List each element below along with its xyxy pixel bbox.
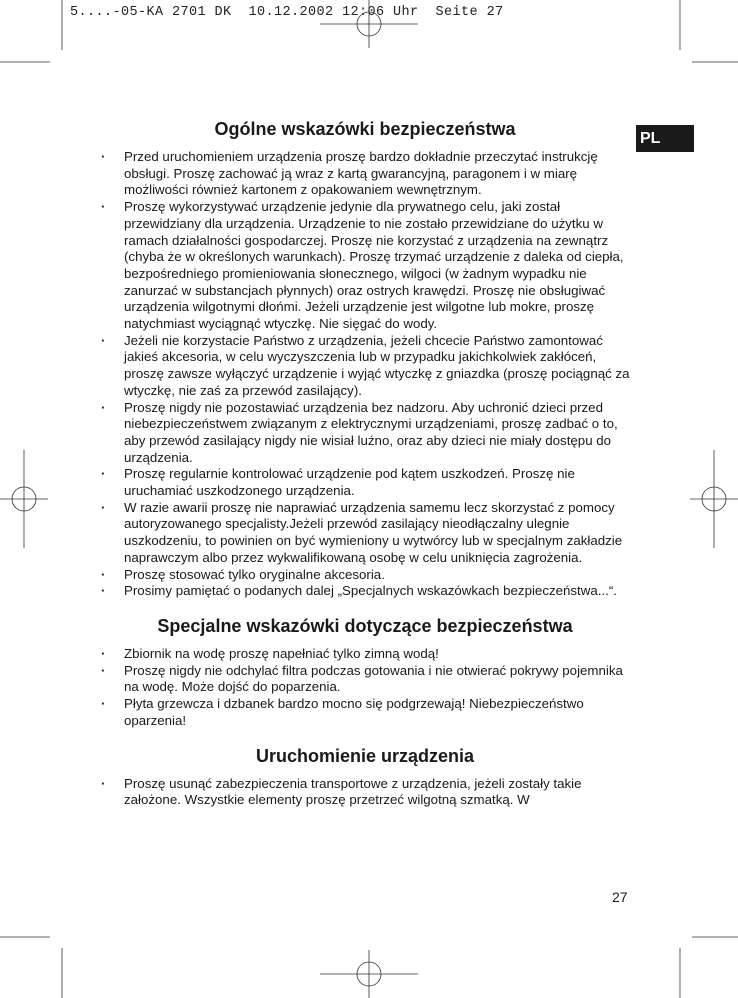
list-item: · Przed uruchomieniem urządzenia proszę bardzo dokładnie przeczytać instrukcję obsługi. Proszę zachować ją wraz z kartą gwarancyjną, paragonem i w miarę możliwości również kartonem z opakowaniem wewnętrznym. — [100, 149, 630, 199]
section-heading-general-safety: Ogólne wskazówki bezpieczeństwa — [214, 119, 516, 139]
list-item: · Prosimy pamiętać o podanych dalej „Specjalnych wskazówkach bezpieczeństwa...“. — [100, 583, 630, 600]
list-item: · W razie awarii proszę nie naprawiać urządzenia samemu lecz skorzystać z pomocy autoryzowanego specjalisty.Jeżeli przewód zasilający nieodłączalny ulegnie uszkodzeniu, to powinien on być wymieniony u wytwórcy lub w specjalnym zakładzie naprawczym albo przez wykwalifikowaną osobę w celu uniknięcia zagrożenia. — [100, 500, 630, 567]
startup-list — [100, 776, 630, 809]
list-item: · Proszę wykorzystywać urządzenie jedynie dla prywatnego celu, jaki został przewidziany dla urządzenia. Urządzenie to nie zostało przewidziane do użytku w ramach działalności gospodarczej. Proszę nie korzystać z urządzenia na zewnątrz (chyba że w określonych warunkach). Proszę trzymać urządzenie z daleka od ciepła, bezpośredniego promieniowania słonecznego, wilgoci (w żadnym wypadku nie zanurzać w substancjach płynnych) oraz ostrych krawędzi. Proszę nie obsługiwać urządzenia wilgotnymi dłońmi. Jeżeli urządzenie jest wilgotne lub mokre, proszę natychmiast wyciągnąć wtyczkę. Nie sięgać do wody. — [100, 199, 630, 333]
general-safety-list — [100, 149, 630, 600]
registration-mark-top — [320, 0, 418, 48]
registration-mark-right — [690, 450, 738, 548]
registration-mark-left — [0, 450, 48, 548]
list-item: · Zbiornik na wodę proszę napełniać tylko zimną wodą! — [100, 646, 630, 663]
special-safety-list — [100, 646, 630, 730]
list-item: · Jeżeli nie korzystacie Państwo z urządzenia, jeżeli chcecie Państwo zamontować jakieś akcesoria, w celu wyczyszczenia lub w przypadku jakichkolwiek zakłóceń, proszę zawsze wyłączyć urządzenie i wyjąć wtyczkę z gniazdka (proszę pociągnąć za wtyczkę, nie zaś za przewód zasilający). — [100, 333, 630, 400]
list-item: · Proszę nigdy nie odchylać filtra podczas gotowania i nie otwierać pokrywy pojemnika na wodę. Może dojść do poparzenia. — [100, 663, 630, 696]
list-item: · Proszę stosować tylko oryginalne akcesoria. — [100, 567, 630, 584]
list-item: · Proszę nigdy nie pozostawiać urządzenia bez nadzoru. Aby uchronić dzieci przed niebezpieczeństwem związanym z elektrycznymi urządzeniami, proszę zadbać o to, aby przewód zasilający nigdy nie wisiał luźno, oraz aby dzieci nie miały dostępu do urządzenia. — [100, 400, 630, 467]
page-number: 27 — [612, 889, 628, 905]
list-item: · Proszę regularnie kontrolować urządzenie pod kątem uszkodzeń. Proszę nie uruchamiać uszkodzonego urządzenia. — [100, 466, 630, 499]
print-slug: 5....-05-KA 2701 DK 10.12.2002 12:06 Uhr Seite 27 — [70, 5, 504, 20]
list-item: · Proszę usunąć zabezpieczenia transportowe z urządzenia, jeżeli zostały takie założone. Wszystkie elementy proszę przetrzeć wilgotną szmatką. W — [100, 776, 630, 809]
list-item: · Płyta grzewcza i dzbanek bardzo mocno się podgrzewają! Niebezpieczeństwo oparzenia! — [100, 696, 630, 729]
page-content — [100, 117, 630, 809]
registration-mark-bottom — [320, 950, 418, 998]
section-heading-special-safety: Specjalne wskazówki dotyczące bezpieczeństwa — [157, 615, 573, 636]
language-tab: PL — [636, 125, 694, 152]
section-heading-startup: Uruchomienie urządzenia — [255, 745, 475, 766]
